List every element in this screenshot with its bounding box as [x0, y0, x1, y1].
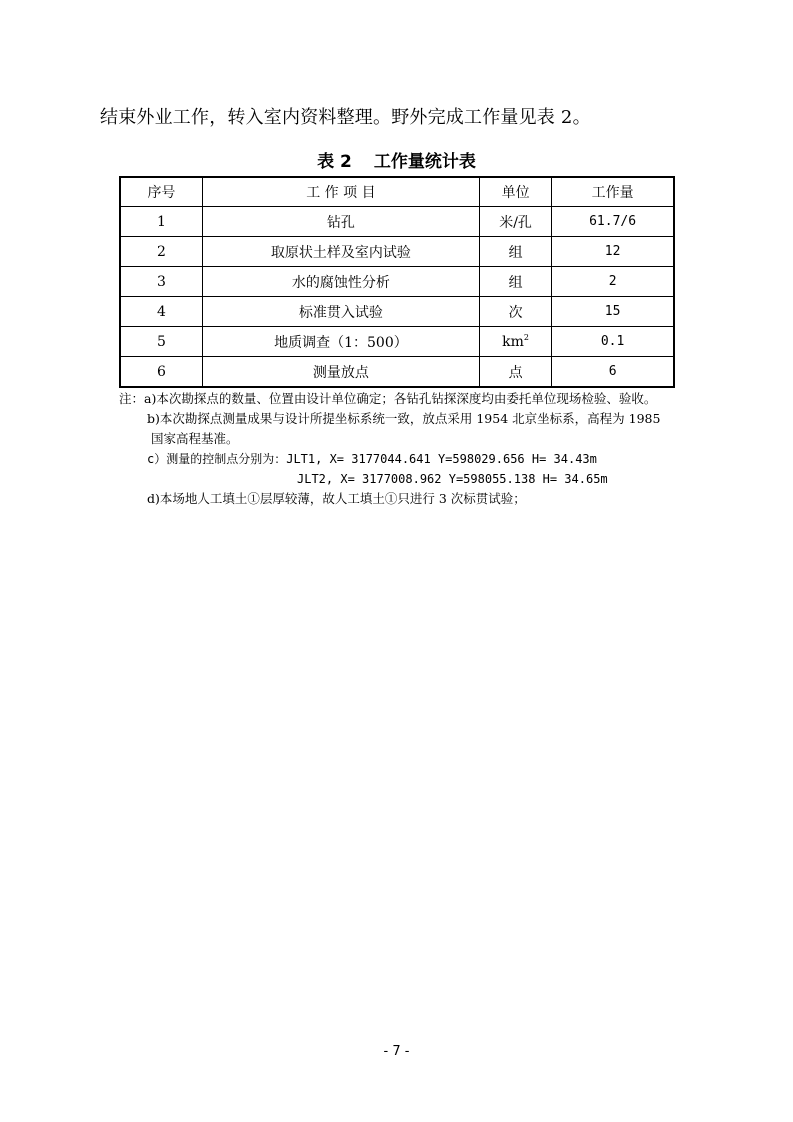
cell-unit: 组 [479, 237, 551, 267]
cell-item: 测量放点 [202, 357, 479, 388]
cell-item: 水的腐蚀性分析 [202, 267, 479, 297]
table-caption-number: 表 2 [317, 152, 352, 172]
table-row [120, 237, 674, 267]
cell-unit: 米/孔 [479, 207, 551, 237]
unit-text: km [502, 334, 524, 350]
cell-qty: 15 [552, 297, 674, 327]
cell-qty: 12 [552, 237, 674, 267]
unit-superscript: 2 [523, 333, 529, 342]
cell-item: 标准贯入试验 [202, 297, 479, 327]
table-row [120, 357, 674, 388]
note-c-line2: JLT2, X= 3177008.962 Y=598055.138 H= 34.65m [297, 472, 608, 486]
cell-qty: 6 [552, 357, 674, 388]
cell-unit: 点 [479, 357, 551, 388]
table-row [120, 207, 674, 237]
cell-item: 取原状土样及室内试验 [202, 237, 479, 267]
note-b-line2: 国家高程基准。 [151, 431, 239, 446]
table-notes [119, 389, 699, 509]
table-row [120, 267, 674, 297]
note-c-line1: c）测量的控制点分别为：JLT1, X= 3177044.641 Y=598029.656 H= 34.43m [147, 452, 597, 466]
cell-unit [479, 327, 551, 357]
cell-no: 1 [120, 207, 202, 237]
table-header-row [120, 177, 674, 207]
cell-qty: 2 [552, 267, 674, 297]
cell-no: 2 [120, 237, 202, 267]
cell-no: 3 [120, 267, 202, 297]
header-item: 工 作 项 目 [202, 177, 479, 207]
intro-paragraph: 结束外业工作，转入室内资料整理。野外完成工作量见表 2。 [100, 107, 591, 128]
table-caption [0, 147, 793, 172]
cell-no: 6 [120, 357, 202, 388]
cell-no: 4 [120, 297, 202, 327]
note-d: d)本场地人工填土①层厚较薄，故人工填土①只进行 3 次标贯试验； [147, 491, 526, 506]
header-qty: 工作量 [552, 177, 674, 207]
header-no: 序号 [120, 177, 202, 207]
cell-unit: 组 [479, 267, 551, 297]
table-row [120, 327, 674, 357]
cell-item: 钻孔 [202, 207, 479, 237]
cell-item: 地质调查（1：500） [202, 327, 479, 357]
table-caption-title: 工作量统计表 [373, 152, 476, 172]
note-a: 注：a)本次勘探点的数量、位置由设计单位确定；各钻孔钻探深度均由委托单位现场检验、验收。 [119, 391, 657, 406]
cell-qty: 61.7/6 [552, 207, 674, 237]
cell-no: 5 [120, 327, 202, 357]
header-unit: 单位 [479, 177, 551, 207]
workload-table [119, 176, 675, 388]
cell-unit: 次 [479, 297, 551, 327]
table-row [120, 297, 674, 327]
cell-qty: 0.1 [552, 327, 674, 357]
page-number: - 7 - [383, 1044, 410, 1059]
note-b-line1: b)本次勘探点测量成果与设计所提坐标系统一致，放点采用 1954 北京坐标系，高程为 1985 [147, 411, 661, 426]
